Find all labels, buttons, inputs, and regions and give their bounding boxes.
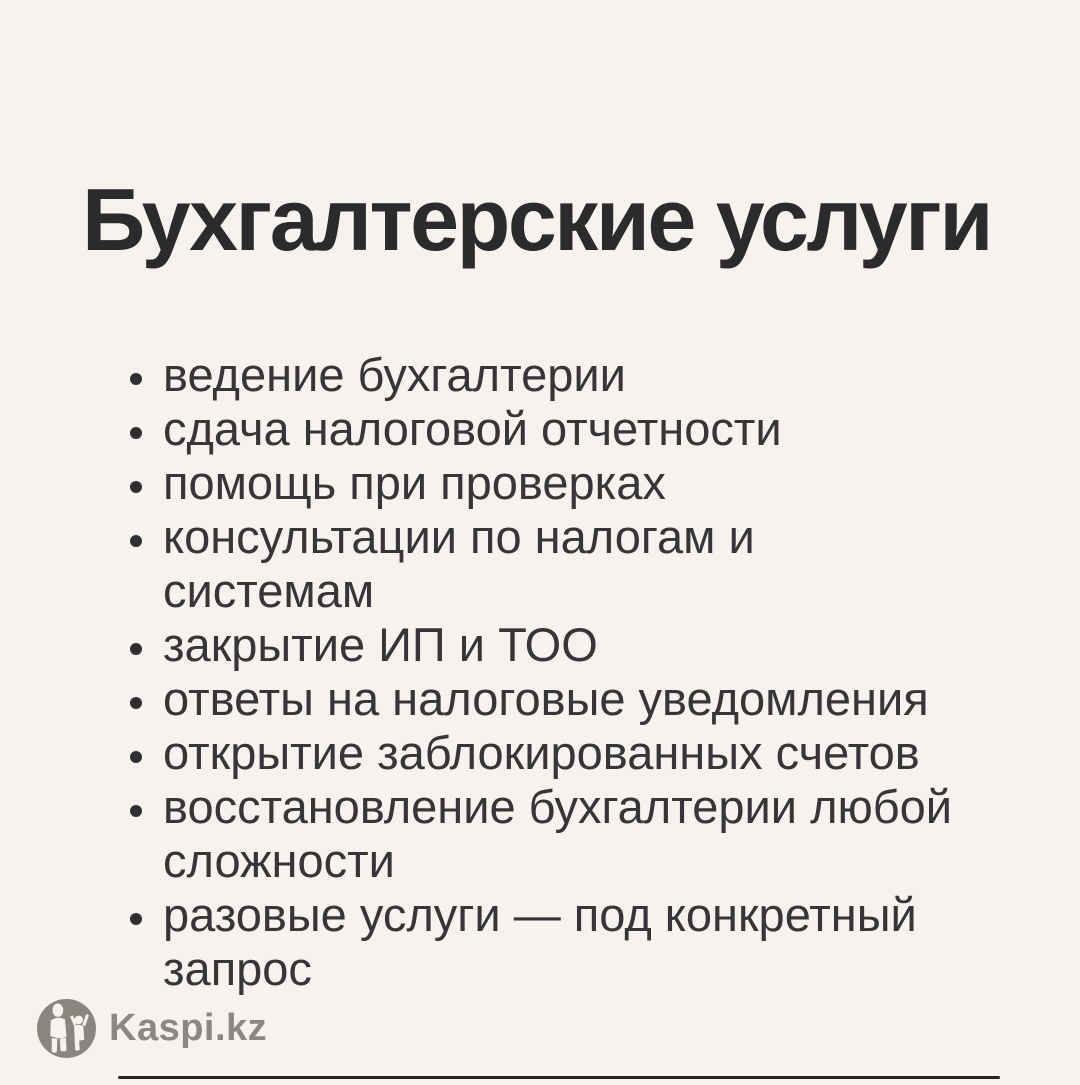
bottom-divider-line <box>118 1076 1000 1079</box>
list-item-text: разовые услуги — под конкретный запрос <box>163 888 917 995</box>
list-item <box>130 618 1000 672</box>
bullet-icon <box>130 427 142 439</box>
page-title: Бухгалтерские услуги <box>82 170 991 269</box>
list-item <box>130 888 1000 996</box>
bullet-icon <box>130 373 142 385</box>
list-item <box>130 780 1000 888</box>
list-item <box>130 510 1000 618</box>
bullet-icon <box>130 913 142 925</box>
kaspi-brand-text: Kaspi.kz <box>109 1007 268 1049</box>
list-item <box>130 726 1000 780</box>
bullet-icon <box>130 481 142 493</box>
bullet-icon <box>130 751 142 763</box>
list-item-text: сдача налоговой отчетности <box>163 402 782 455</box>
kaspi-watermark <box>36 998 267 1059</box>
list-item-text: ведение бухгалтерии <box>163 348 626 401</box>
kaspi-people-in-circle-icon <box>36 998 97 1059</box>
list-item-text: консультации по налогам и системам <box>163 510 755 617</box>
list-item <box>130 402 1000 456</box>
list-item <box>130 672 1000 726</box>
bullet-icon <box>130 697 142 709</box>
list-item-text: помощь при проверках <box>163 456 666 509</box>
list-item-text: ответы на налоговые уведомления <box>163 672 929 725</box>
bullet-icon <box>130 805 142 817</box>
list-item-text: открытие заблокированных счетов <box>163 726 920 779</box>
list-item <box>130 348 1000 402</box>
bullet-icon <box>130 535 142 547</box>
list-item-text: закрытие ИП и ТОО <box>163 618 598 671</box>
list-item <box>130 456 1000 510</box>
list-item-text: восстановление бухгалтерии любой сложности <box>163 780 953 887</box>
bullet-icon <box>130 643 142 655</box>
services-list <box>130 348 1000 996</box>
